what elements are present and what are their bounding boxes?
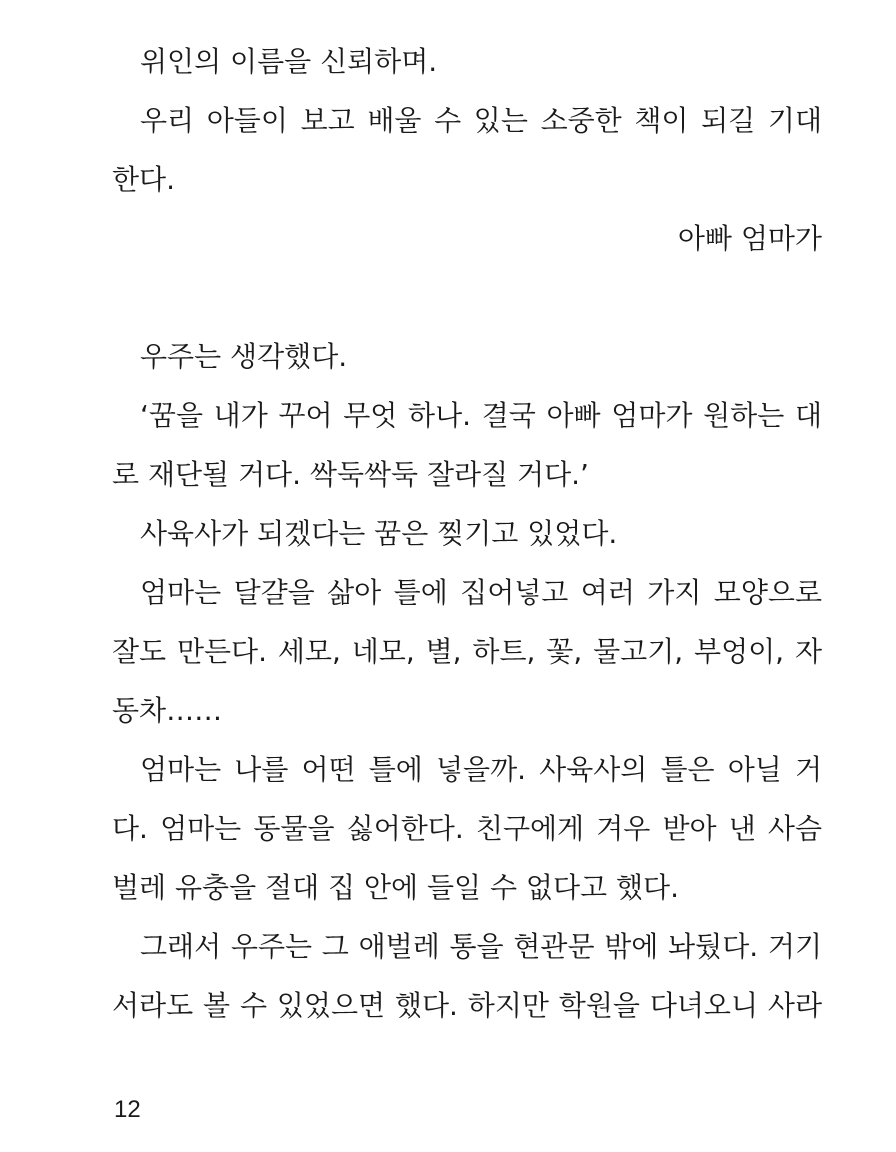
signature-line: 아빠 엄마가 <box>677 222 822 255</box>
text-line: 동차…… <box>112 694 223 727</box>
page-number: 12 <box>114 1096 141 1123</box>
text-line: 사육사가 되겠다는 꿈은 찢기고 있었다. <box>140 517 618 550</box>
text-line: 그래서 우주는 그 애벌레 통을 현관문 밖에 놔뒀다. 거기 <box>140 930 822 963</box>
text-line: 잘도 만든다. 세모, 네모, 별, 하트, 꽃, 물고기, 부엉이, 자 <box>112 635 822 668</box>
text-line: 벌레 유충을 절대 집 안에 들일 수 없다고 했다. <box>112 871 679 904</box>
text-line: ‘꿈을 내가 꾸어 무엇 하나. 결국 아빠 엄마가 원하는 대 <box>140 399 822 432</box>
text-line: 우리 아들이 보고 배울 수 있는 소중한 책이 되길 기대 <box>140 104 822 137</box>
text-line: 로 재단될 거다. 싹둑싹둑 잘라질 거다.’ <box>112 458 589 491</box>
text-line: 서라도 볼 수 있었으면 했다. 하지만 학원을 다녀오니 사라 <box>112 989 822 1022</box>
text-line: 다. 엄마는 동물을 싫어한다. 친구에게 겨우 받아 낸 사슴 <box>112 812 822 845</box>
text-line: 위인의 이름을 신뢰하며. <box>140 45 438 78</box>
text-line: 우주는 생각했다. <box>140 340 348 373</box>
text-line: 엄마는 달걀을 삶아 틀에 집어넣고 여러 가지 모양으로 <box>140 576 822 609</box>
text-line: 엄마는 나를 어떤 틀에 넣을까. 사육사의 틀은 아닐 거 <box>140 753 822 786</box>
text-line: 한다. <box>112 163 175 196</box>
